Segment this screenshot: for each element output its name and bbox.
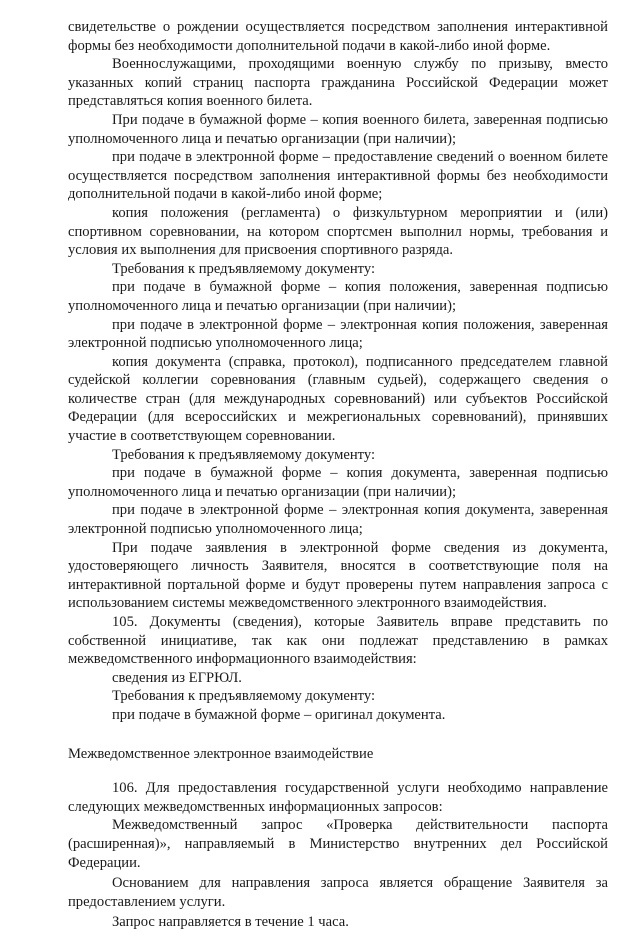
paragraph: копия документа (справка, протокол), подписанного председателем главной судейской коллегии соревнования (главным судьей), содержащего сведения о количестве стран (для международных соревнований) или субъектов Российской Федерации (для всероссийских и межрегиональных соревнований), принявших участие в соответствующем соревновании. (68, 353, 608, 445)
paragraph: Запрос направляется в течение 1 часа. (112, 914, 349, 931)
paragraph: свидетельстве о рождении осуществляется посредством заполнения интерактивной формы без необходимости дополнительной подачи в какой-либо иной форме. (68, 19, 608, 54)
paragraph: При подаче в бумажной форме – копия военного билета, заверенная подписью уполномоченного лица и печатью организации (при наличии); (68, 111, 608, 147)
paragraph: Военнослужащими, проходящими военную службу по призыву, вместо указанных копий страниц паспорта гражданина Российской Федерации может представляться копия военного билета. (68, 56, 608, 110)
paragraph: при подаче в бумажной форме – копия документа, заверенная подписью уполномоченного лица и печатью организации (при наличии); (68, 465, 608, 500)
paragraph: 106. Для предоставления государственной услуги необходимо направление следующих межведомственных информационных запросов: (68, 780, 608, 815)
paragraph: Требования к предъявляемому документу: (112, 260, 376, 277)
paragraph: 105. Документы (сведения), которые Заявитель вправе представить по собственной инициативе, так как они подлежат представлению в рамках межведомственного информационного взаимодействия: (68, 614, 608, 668)
paragraph: При подаче заявления в электронной форме сведения из документа, удостоверяющего личность Заявителя, вносятся в соответствующие поля на интерактивной портальной форме и будут проверены путем направления запроса с использованием системы межведомственного электронного взаимодействия. (68, 539, 608, 612)
section-heading: Межведомственное электронное взаимодействие (68, 745, 374, 762)
paragraph: при подаче в бумажной форме – копия положения, заверенная подписью уполномоченного лица и печатью организации (при наличии); (68, 279, 608, 314)
paragraph: при подаче в электронной форме – электронная копия положения, заверенная электронной подписью уполномоченного лица; (68, 316, 608, 352)
document-page (68, 18, 608, 932)
paragraph: копия положения (регламента) о физкультурном мероприятии и (или) спортивном соревновании, на котором спортсмен выполнил нормы, требования и условия их выполнения для присвоения спортивного разряда. (68, 204, 608, 259)
paragraph: при подаче в электронной форме – электронная копия документа, заверенная электронной подписью уполномоченного лица; (68, 502, 608, 538)
paragraph: сведения из ЕГРЮЛ. (112, 669, 242, 686)
paragraph: Требования к предъявляемому документу: (112, 446, 376, 463)
paragraph: при подаче в бумажной форме – оригинал документа. (112, 706, 446, 723)
paragraph: Межведомственный запрос «Проверка действительности паспорта (расширенная)», направляемый в Министерство внутренних дел Российской Федерации. (68, 817, 608, 871)
paragraph: при подаче в электронной форме – предоставление сведений о военном билете осуществляется посредством заполнения интерактивной формы без необходимости дополнительной подачи в какой-либо иной форме; (68, 149, 608, 203)
paragraph: Требования к предъявляемому документу: (112, 688, 376, 705)
paragraph: Основанием для направления запроса является обращение Заявителя за предоставлением услуги. (68, 875, 608, 910)
